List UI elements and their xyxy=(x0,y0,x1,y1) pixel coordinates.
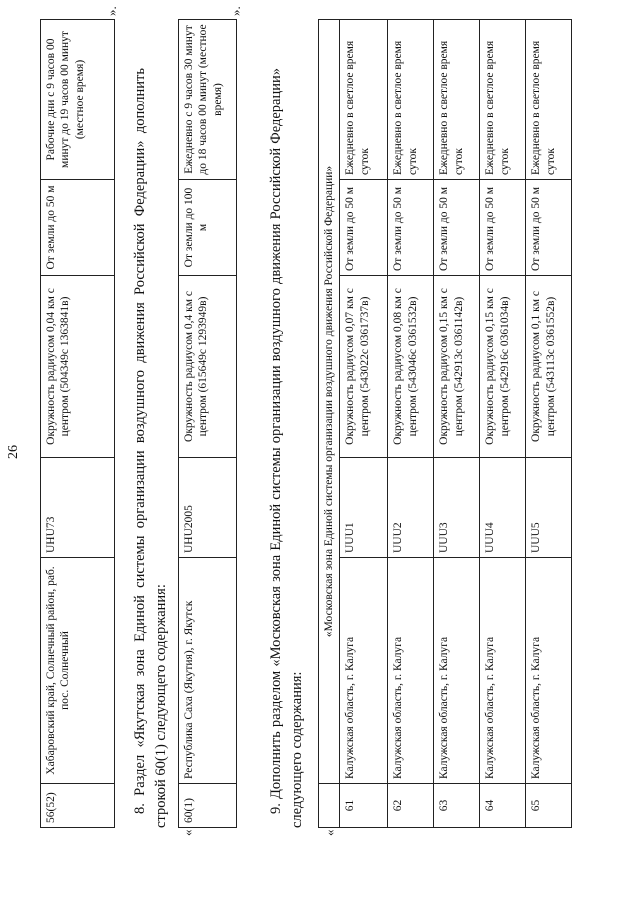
height-cell: От земли до 50 м xyxy=(388,180,434,276)
height-cell: От земли до 100 м xyxy=(179,180,237,276)
row-number: 62 xyxy=(388,784,434,828)
code-cell: UUU5 xyxy=(526,458,572,558)
row-number: 64 xyxy=(480,784,526,828)
table-row xyxy=(388,20,434,828)
section-8-text: 8. Раздел «Якутская зона Единой системы организации воздушного движения Российской Федерации» дополнить строкой 60(1) следующего содержания: xyxy=(132,68,170,828)
height-cell: От земли до 50 м xyxy=(41,180,115,276)
time-cell: Ежедневно в светлое время суток xyxy=(526,20,572,180)
code-cell: UUU3 xyxy=(434,458,480,558)
time-cell: Ежедневно в светлое время суток xyxy=(388,20,434,180)
height-cell: От земли до 50 м xyxy=(480,180,526,276)
location-cell: Калужская область, г. Калуга xyxy=(340,558,388,784)
row-number: 60(1) xyxy=(179,784,237,828)
location-cell: Республика Саха (Якутия), г. Якутск xyxy=(179,558,237,784)
page-number: 26 xyxy=(6,445,21,459)
row-number: 65 xyxy=(526,784,572,828)
open-quote: « xyxy=(322,829,337,836)
header-empty-cell xyxy=(319,784,340,828)
table-row xyxy=(480,20,526,828)
row-number: 61 xyxy=(340,784,388,828)
height-cell: От земли до 50 м xyxy=(526,180,572,276)
table-yakutia xyxy=(178,19,237,828)
zone-header: «Московская зона Единой системы организации воздушного движения Российской Федерации» xyxy=(319,20,340,784)
table-row xyxy=(526,20,572,828)
location-cell: Калужская область, г. Калуга xyxy=(480,558,526,784)
zone-cell: Окружность радиусом 0,04 км с центром (504349с 1363841в) xyxy=(41,276,115,458)
code-cell: UUU1 xyxy=(340,458,388,558)
time-cell: Ежедневно с 9 часов 30 минут до 18 часов 00 минут (местное время) xyxy=(179,20,237,180)
code-cell: UUU4 xyxy=(480,458,526,558)
table-row xyxy=(434,20,480,828)
code-cell: UUU2 xyxy=(388,458,434,558)
code-cell: UHU73 xyxy=(41,458,115,558)
section-9-text: 9. Дополнить разделом «Московская зона Единой системы организации воздушного движения Российской Федерации» следующего содержания: xyxy=(268,68,306,828)
zone-cell: Окружность радиусом 0,15 км с центром (542913с 0361142в) xyxy=(434,276,480,458)
time-cell: Ежедневно в светлое время суток xyxy=(480,20,526,180)
table-header-row xyxy=(319,20,340,828)
time-cell: Ежедневно в светлое время суток xyxy=(340,20,388,180)
location-cell: Калужская область, г. Калуга xyxy=(434,558,480,784)
close-quote: ». xyxy=(228,6,243,16)
zone-cell: Окружность радиусом 0,4 км с центром (615649с 1293949в) xyxy=(179,276,237,458)
table-row xyxy=(340,20,388,828)
time-cell: Рабочие дни с 9 часов 00 минут до 19 часов 00 минут (местное время) xyxy=(41,20,115,180)
zone-cell: Окружность радиусом 0,07 км с центром (543022с 0361737в) xyxy=(340,276,388,458)
table-khabarovsk xyxy=(40,19,115,828)
row-number: 63 xyxy=(434,784,480,828)
height-cell: От земли до 50 м xyxy=(340,180,388,276)
table-row xyxy=(41,20,115,828)
zone-cell: Окружность радиусом 0,1 км с центром (543113с 0361552в) xyxy=(526,276,572,458)
close-quote: ». xyxy=(104,6,119,16)
time-cell: Ежедневно в светлое время суток xyxy=(434,20,480,180)
location-cell: Калужская область, г. Калуга xyxy=(526,558,572,784)
location-cell: Хабаровский край, Солнечный район, раб. пос. Солнечный xyxy=(41,558,115,784)
location-cell: Калужская область, г. Калуга xyxy=(388,558,434,784)
row-number: 56(52) xyxy=(41,784,115,828)
table-row xyxy=(179,20,237,828)
zone-cell: Окружность радиусом 0,08 км с центром (543046с 0361532в) xyxy=(388,276,434,458)
zone-cell: Окружность радиусом 0,15 км с центром (542916с 0361034в) xyxy=(480,276,526,458)
code-cell: UHU2005 xyxy=(179,458,237,558)
table-moscow xyxy=(318,19,572,828)
open-quote: « xyxy=(180,829,195,836)
height-cell: От земли до 50 м xyxy=(434,180,480,276)
